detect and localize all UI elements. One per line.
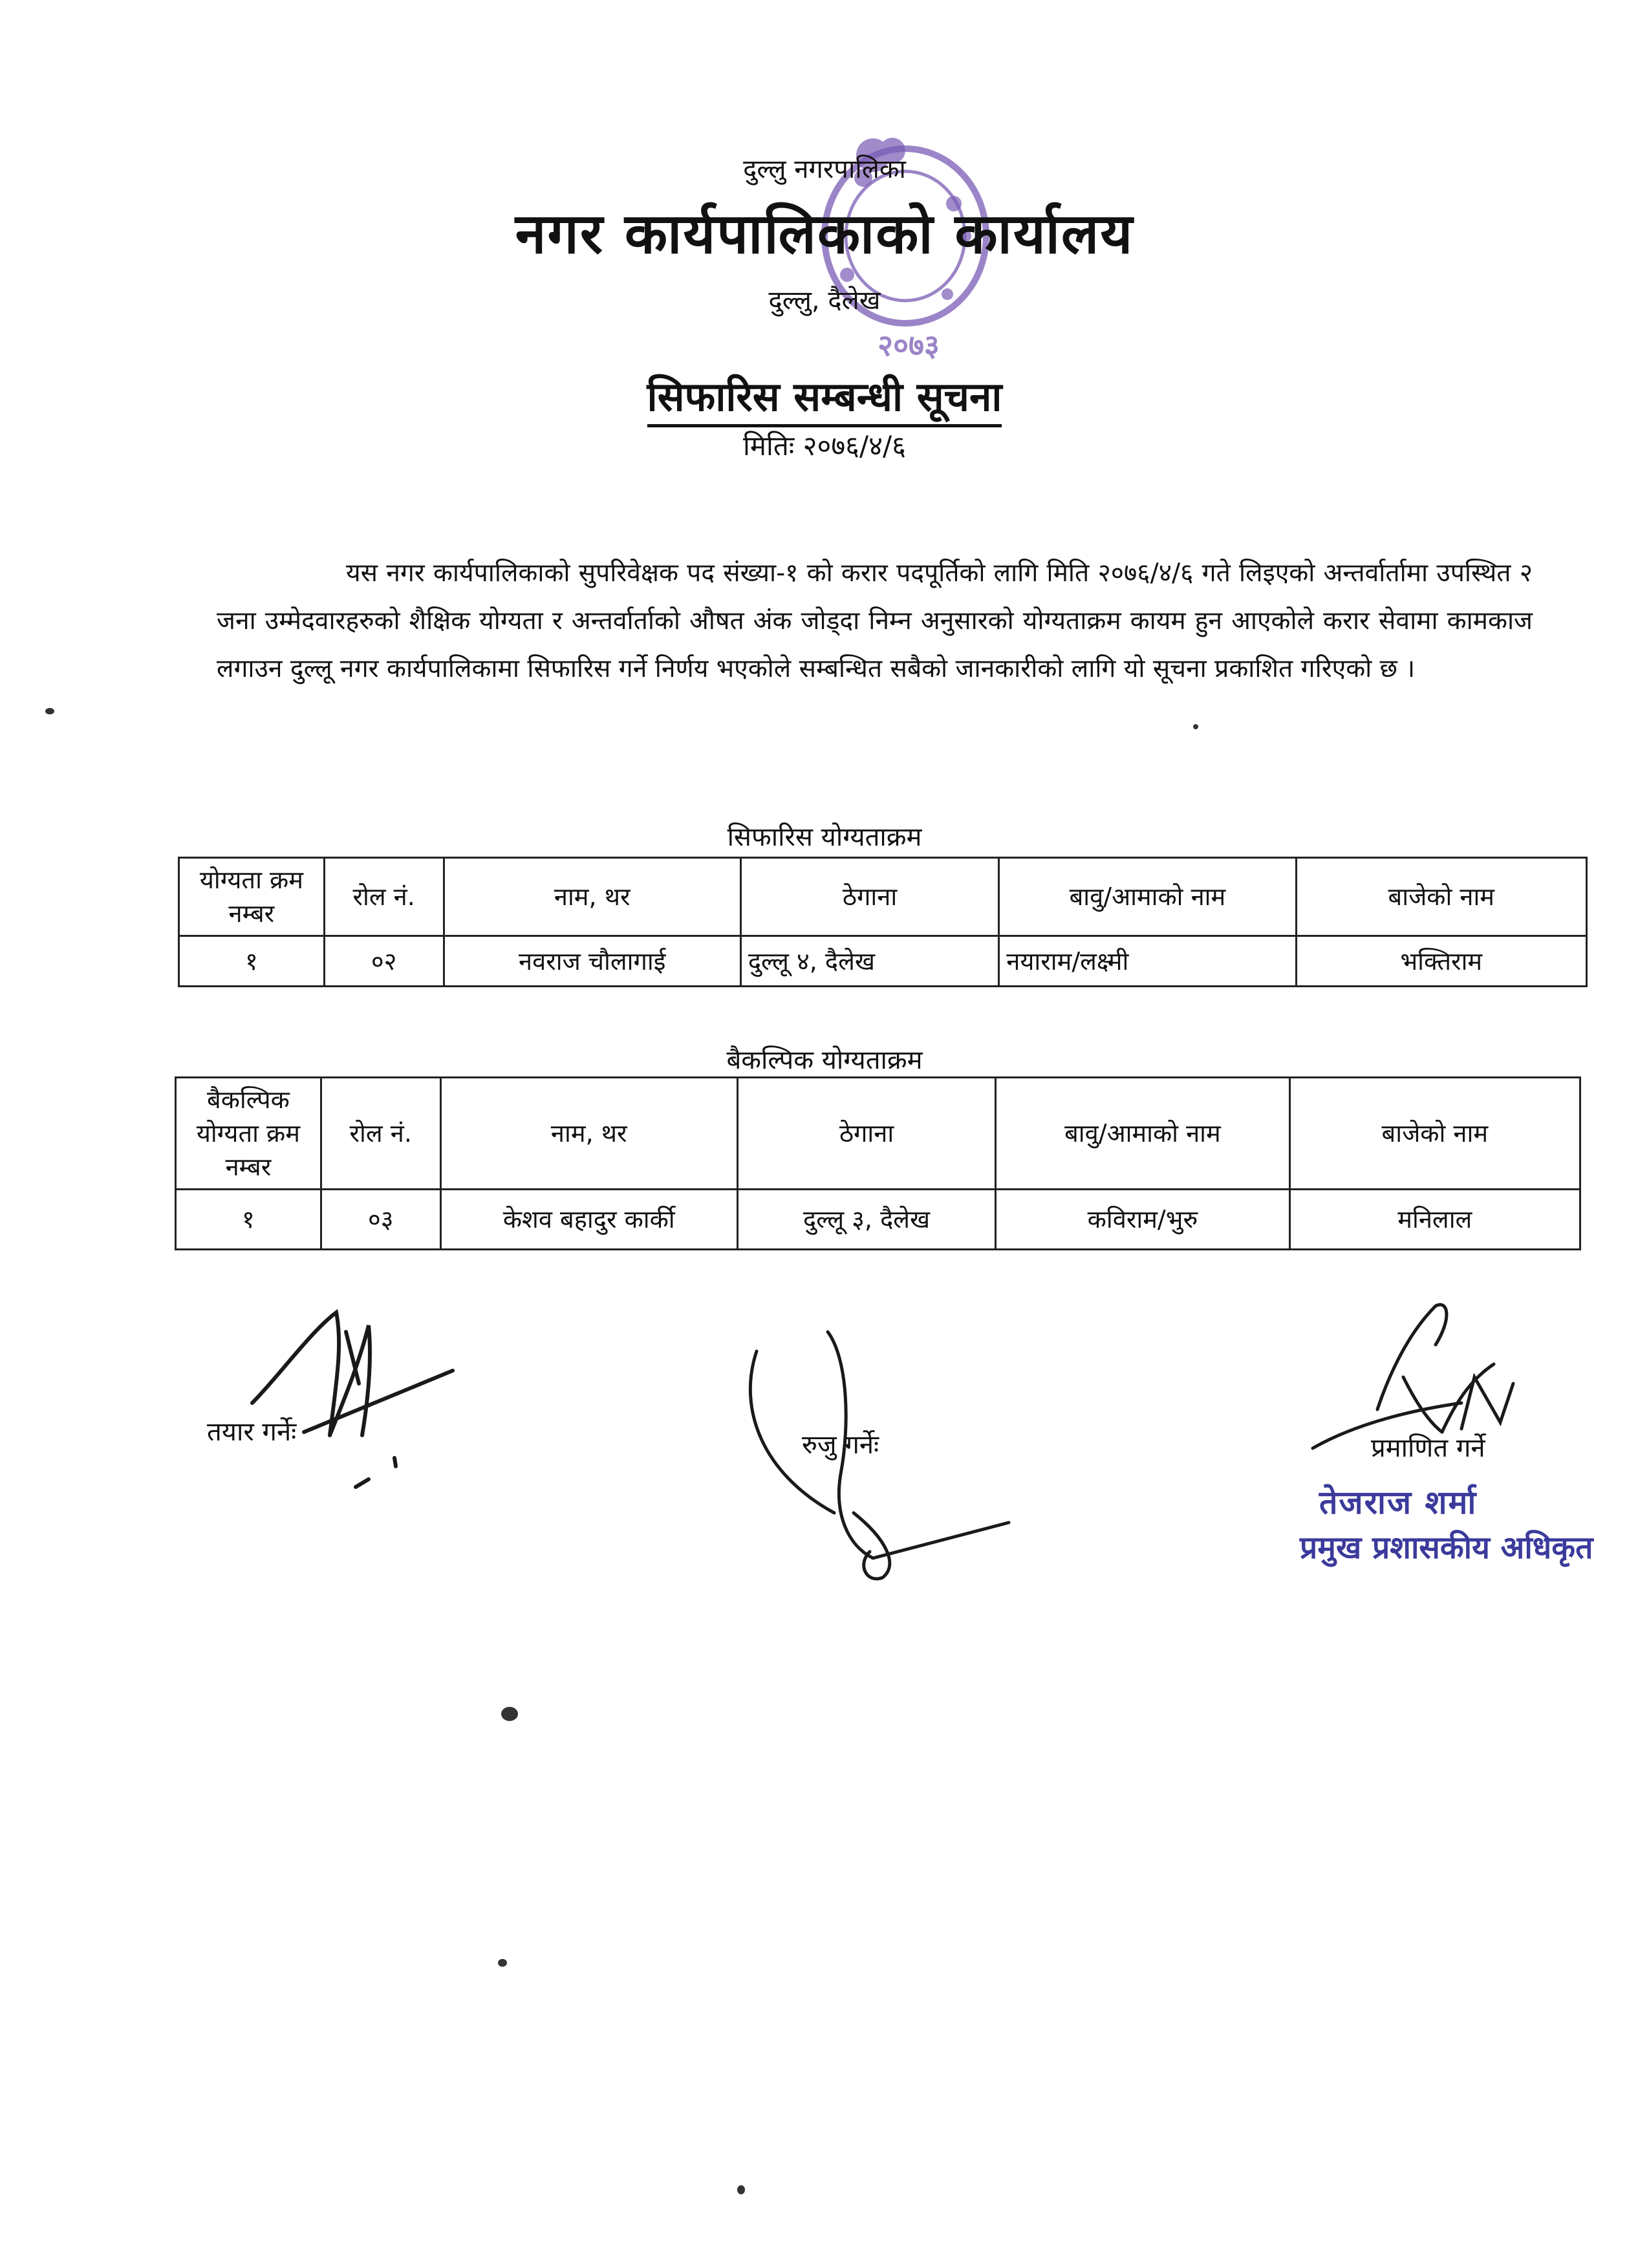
roll-cell: ०२ (324, 936, 444, 987)
rank-cell: १ (179, 936, 325, 987)
header-cell: बावु/आमाको नाम (999, 858, 1296, 936)
header-cell: रोल नं. (324, 858, 444, 936)
table-header-row (179, 858, 1587, 936)
header-cell: बैकल्पिक योग्यता क्रम नम्बर (176, 1078, 321, 1190)
scan-speck (1193, 724, 1198, 729)
table-header-row (176, 1078, 1580, 1190)
officer-title-seal: प्रमुख प्रशासकीय अधिकृत (1300, 1530, 1593, 1566)
scan-speck (501, 1707, 518, 1721)
alternate-caption: बैकल्पिक योग्यताक्रम (726, 1045, 923, 1075)
address-cell: दुल्लू ३, दैलेख (737, 1190, 995, 1250)
recommended-caption: सिफारिस योग्यताक्रम (727, 822, 922, 852)
notice-title (0, 369, 1649, 423)
parents-cell: नयाराम/लक्ष्मी (999, 936, 1296, 987)
name-cell: नवराज चौलागाई (444, 936, 740, 987)
header-cell: बावु/आमाको नाम (996, 1078, 1289, 1190)
grandfather-cell: मनिलाल (1289, 1190, 1580, 1250)
header-cell: रोल नं. (321, 1078, 440, 1190)
rank-cell: १ (176, 1190, 321, 1250)
scan-speck (45, 708, 54, 714)
prepared-signature (239, 1306, 472, 1500)
office-address: दुल्लु, दैलेख (768, 286, 881, 316)
header-cell: नाम, थर (440, 1078, 737, 1190)
roll-cell: ०३ (321, 1190, 440, 1250)
scan-speck (498, 1959, 507, 1967)
header-cell: बाजेको नाम (1296, 858, 1586, 936)
header-cell: ठेगाना (737, 1078, 995, 1190)
name-cell: केशव बहादुर कार्की (440, 1190, 737, 1250)
table-row (179, 936, 1587, 987)
header-cell: योग्यता क्रम नम्बर (179, 858, 325, 936)
header-cell: बाजेको नाम (1289, 1078, 1580, 1190)
table-row (176, 1190, 1580, 1250)
officer-name-seal: तेजराज शर्मा (1319, 1484, 1478, 1521)
reviewed-by-label: रुजु गर्नेः (802, 1430, 879, 1460)
parents-cell: कविराम/भुरु (996, 1190, 1289, 1250)
header-cell: ठेगाना (740, 858, 998, 936)
certified-by-label: प्रमाणित गर्ने (1371, 1433, 1485, 1463)
alternate-table (175, 1076, 1581, 1250)
recommended-table (178, 857, 1588, 987)
office-title: नगर कार्यपालिकाको कार्यालय (515, 202, 1134, 266)
prepared-by-label: तयार गर्नेः (207, 1417, 297, 1447)
reviewed-signature (737, 1319, 1035, 1603)
notice-title-text: सिफारिस सम्बन्धी सूचना (647, 373, 1002, 427)
scan-speck (737, 2185, 745, 2194)
grandfather-cell: भक्तिराम (1296, 936, 1586, 987)
stamp-year: २०७३ (878, 328, 940, 363)
address-cell: दुल्लू ४, दैलेख (740, 936, 998, 987)
header-cell: नाम, थर (444, 858, 740, 936)
notice-body: यस नगर कार्यपालिकाको सुपरिवेक्षक पद संख्या-१ को करार पदपूर्तिको लागि मिति २०७६/४/६ गते लिइएको अन्तर्वार्तामा उपस्थित २ जना उम्मेदवारहरुको शैक्षिक योग्यता र अन्तर्वार्ताको औषत अंक जोड्दा निम्न अनुसारको योग्यताक्रम कायम हुन आएकोले करार सेवामा कामकाज लगाउन दुल्लू नगर कार्यपालिकामा सिफारिस गर्ने निर्णय भएकोले सम्बन्धित सबैको जानकारीको लागि यो सूचना प्रकाशित गरिएको छ । (217, 559, 1533, 683)
notice-date: मितिः २०७६/४/६ (743, 430, 906, 462)
municipality-name: दुल्लु नगरपालिका (743, 155, 906, 184)
